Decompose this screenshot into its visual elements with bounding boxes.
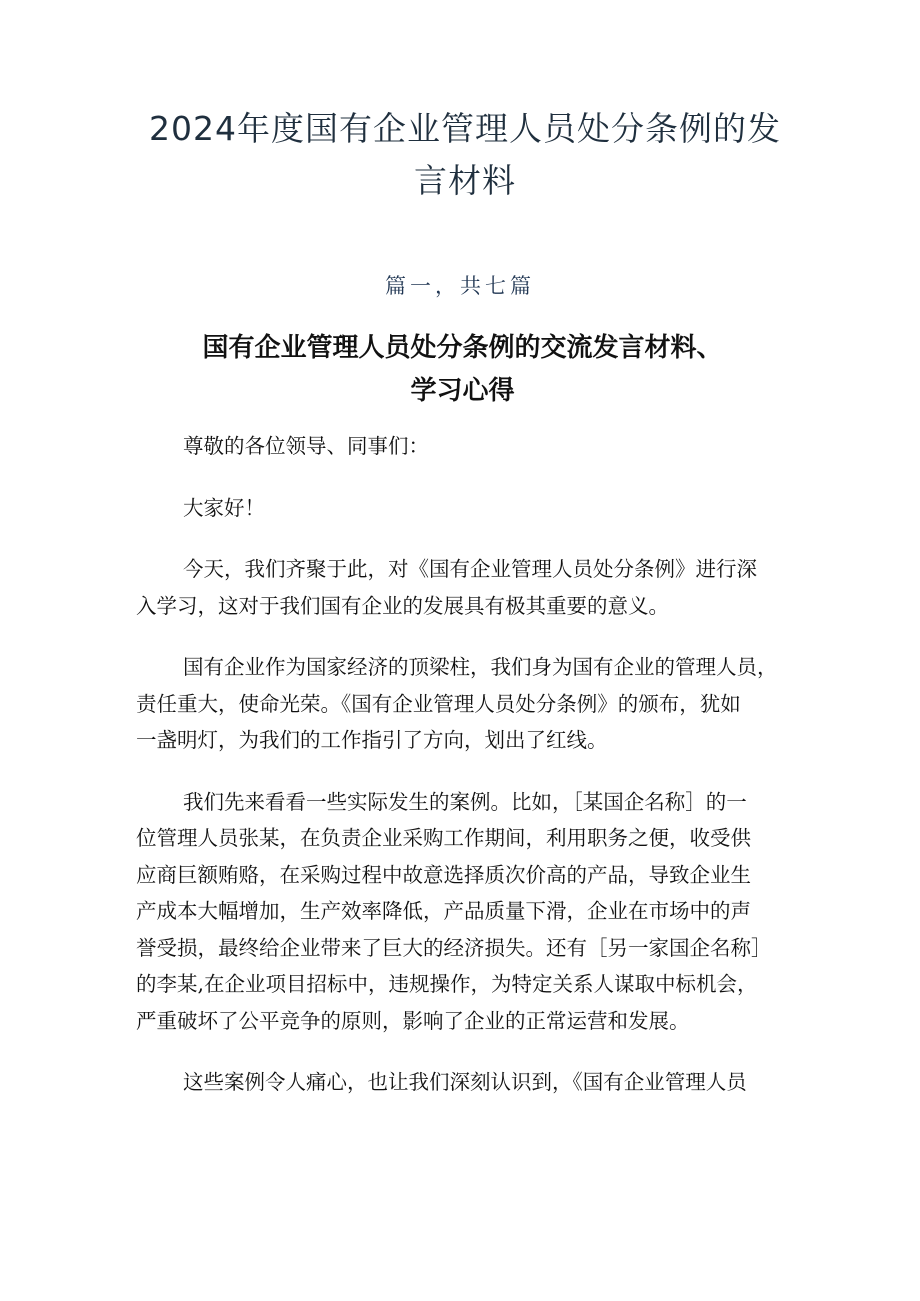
subtitle-line-1: 国有企业管理人员处分条例的交流发言材料、	[202, 333, 723, 363]
subtitle-line-2: 学习心得	[410, 376, 515, 406]
paragraph-line: 位管理人员张某，在负责企业采购工作期间，利用职务之便，收受供	[136, 826, 751, 850]
section-label: 篇一，共七篇	[385, 274, 535, 298]
salutation-paragraph	[136, 428, 796, 465]
paragraph-line: 一盏明灯，为我们的工作指引了方向，划出了红线。	[136, 728, 608, 752]
document-title	[120, 103, 810, 207]
paragraph-line: 的李某,在企业项目招标中，违规操作，为特定关系人谋取中标机会，	[136, 972, 758, 996]
responsibility-paragraph	[136, 649, 796, 759]
article-body	[136, 428, 796, 1126]
reflection-paragraph	[136, 1064, 796, 1101]
intro-paragraph	[136, 551, 796, 624]
paragraph-line: 应商巨额贿赂，在采购过程中故意选择质次价高的产品，导致企业生	[136, 862, 751, 887]
paragraph-line: 我们先来看看一些实际发生的案例。比如，［某国企名称］的一	[183, 789, 747, 814]
paragraph-line: 责任重大，使命光荣。《国有企业管理人员处分条例》的颁布，犹如	[136, 691, 741, 716]
article-subtitle	[150, 327, 775, 413]
paragraph-line: 严重破坏了公平竞争的原则，影响了企业的正常运营和发展。	[136, 1008, 690, 1033]
cases-paragraph	[136, 784, 796, 1040]
paragraph-line: 今天，我们齐聚于此，对《国有企业管理人员处分条例》进行深	[183, 557, 757, 581]
greeting-paragraph	[136, 490, 796, 527]
paragraph-line: 这些案例令人痛心，也让我们深刻认识到，《国有企业管理人员	[183, 1070, 747, 1094]
paragraph-line: 大家好！	[183, 495, 265, 520]
paragraph-line: 誉受损，最终给企业带来了巨大的经济损失。还有［另一家国企名称］	[136, 935, 772, 960]
paragraph-line: 入学习，这对于我们国有企业的发展具有极其重要的意义。	[136, 593, 669, 618]
title-line-2: 言材料	[414, 161, 516, 200]
paragraph-line: 国有企业作为国家经济的顶梁柱，我们身为国有企业的管理人员，	[183, 655, 778, 679]
paragraph-line: 产成本大幅增加，生产效率降低，产品质量下滑，企业在市场中的声	[136, 899, 751, 923]
title-line-1: 2024年度国有企业管理人员处分条例的发	[149, 109, 781, 148]
paragraph-line: 尊敬的各位领导、同事们：	[183, 434, 429, 458]
